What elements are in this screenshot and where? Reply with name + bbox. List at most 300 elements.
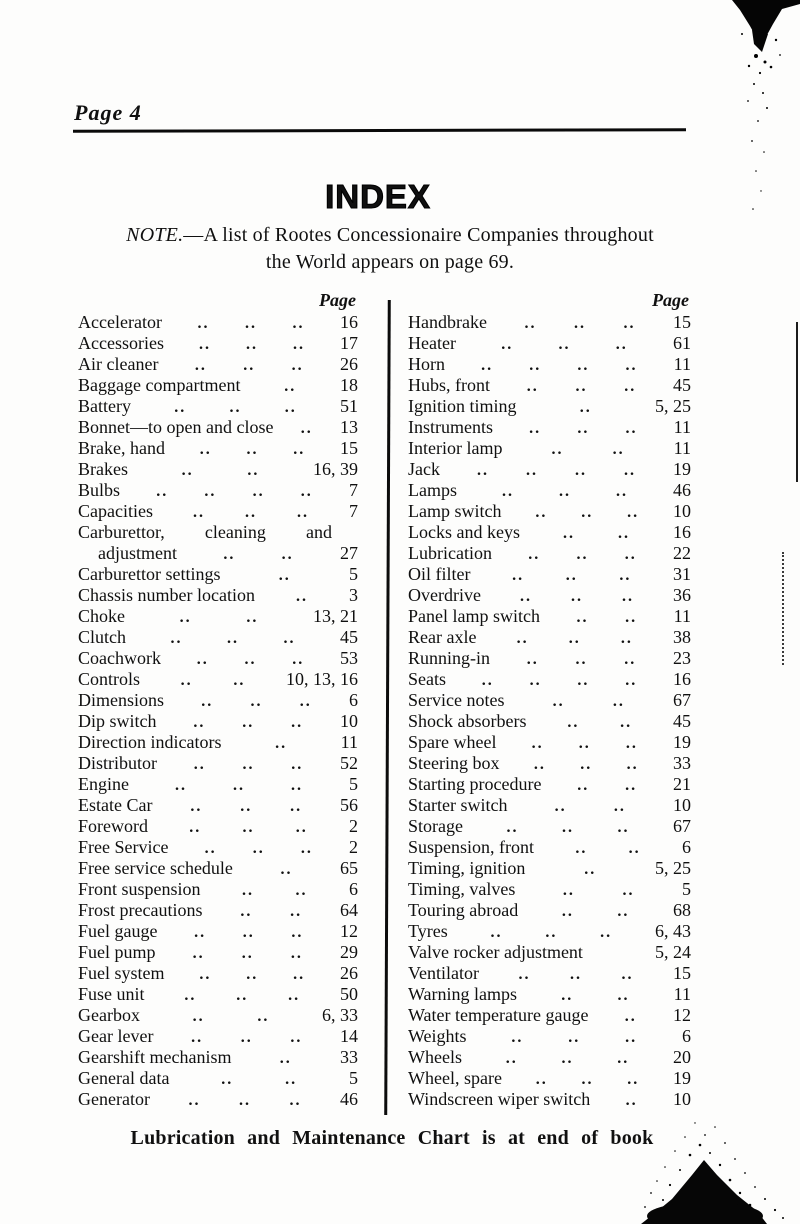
index-entry-label: Brake, hand bbox=[78, 438, 165, 458]
index-entry-page-number: 64 bbox=[340, 900, 358, 920]
index-entry-page-number: 29 bbox=[340, 942, 358, 962]
index-entry-label: Battery bbox=[78, 396, 131, 416]
dot-leader: .. .. bbox=[192, 1008, 270, 1025]
index-entry-page-number: 15 bbox=[673, 963, 691, 983]
index-entry bbox=[408, 942, 691, 963]
index-entry bbox=[78, 963, 358, 984]
dot-leader: .. .. bbox=[576, 609, 638, 626]
index-entry bbox=[78, 417, 358, 438]
index-entry-label: Starter switch bbox=[408, 795, 508, 815]
index-entry-label: Carburettor settings bbox=[78, 564, 221, 584]
index-entry-label: Distributor bbox=[78, 753, 157, 773]
dot-leader: .. .. bbox=[223, 546, 294, 563]
index-entry-page-number: 23 bbox=[673, 648, 691, 668]
index-entry-page-number: 67 bbox=[673, 816, 691, 836]
index-entry bbox=[78, 312, 358, 333]
index-entry-page-number: 11 bbox=[340, 732, 358, 752]
index-entry-page-number: 6 bbox=[349, 879, 358, 899]
index-entry-label: Bonnet—to open and close bbox=[78, 417, 274, 437]
dot-leader: .. .. .. bbox=[533, 756, 639, 773]
index-entry-label: Overdrive bbox=[408, 585, 481, 605]
dot-leader: .. .. .. bbox=[505, 1050, 630, 1067]
index-entry bbox=[78, 522, 358, 543]
index-entry bbox=[408, 564, 691, 585]
index-entry-page-number: 5 bbox=[682, 879, 691, 899]
index-entry-page-number: 11 bbox=[673, 606, 691, 626]
index-entry-page-number: 5, 25 bbox=[655, 858, 691, 878]
index-entry bbox=[78, 375, 358, 396]
index-entry-page-number: 11 bbox=[673, 984, 691, 1004]
column-divider-rule bbox=[384, 300, 390, 1115]
index-entry-label: Storage bbox=[408, 816, 463, 836]
index-entry-label: Spare wheel bbox=[408, 732, 497, 752]
index-entry-page-number: 15 bbox=[340, 438, 358, 458]
dot-leader: .. .. bbox=[242, 882, 308, 899]
index-entries-left bbox=[78, 312, 358, 1110]
index-entry-page-number: 53 bbox=[340, 648, 358, 668]
dot-leader: .. .. bbox=[179, 609, 259, 626]
index-entry bbox=[78, 648, 358, 669]
index-entry-label: Lamp switch bbox=[408, 501, 502, 521]
dot-leader: .. bbox=[295, 588, 308, 605]
dot-leader: .. .. .. bbox=[197, 315, 305, 332]
index-entry-page-number: 5, 24 bbox=[655, 942, 691, 962]
index-entry-page-number: 33 bbox=[673, 753, 691, 773]
index-entry-page-number: 2 bbox=[349, 837, 358, 857]
index-entry-label: Tyres bbox=[408, 921, 448, 941]
dot-leader: .. .. .. bbox=[526, 651, 637, 668]
index-entry bbox=[78, 900, 358, 921]
index-entry-label: Ventilator bbox=[408, 963, 479, 983]
index-entry bbox=[408, 417, 691, 438]
dot-leader: .. .. .. bbox=[535, 504, 640, 521]
index-entry-page-number: 31 bbox=[673, 564, 691, 584]
index-entry-label: Timing, ignition bbox=[408, 858, 526, 878]
index-entry-label: Gearshift mechanism bbox=[78, 1047, 232, 1067]
dot-leader: .. .. .. .. bbox=[481, 357, 638, 374]
index-entry bbox=[408, 711, 691, 732]
index-entry-label: Timing, valves bbox=[408, 879, 516, 899]
index-entry-page-number: 45 bbox=[673, 711, 691, 731]
index-entry-label: Horn bbox=[408, 354, 445, 374]
index-entry-label: Running-in bbox=[408, 648, 491, 668]
index-entry-label: Panel lamp switch bbox=[408, 606, 540, 626]
index-entry bbox=[78, 816, 358, 837]
index-entry bbox=[408, 606, 691, 627]
index-entry-page-number: 17 bbox=[340, 333, 358, 353]
index-entry bbox=[408, 354, 691, 375]
index-entry bbox=[78, 438, 358, 459]
index-entry bbox=[408, 648, 691, 669]
index-entry bbox=[78, 774, 358, 795]
dot-leader: .. .. .. bbox=[519, 588, 634, 605]
index-entry bbox=[408, 585, 691, 606]
index-entry-page-number: 65 bbox=[340, 858, 358, 878]
index-entry-page-number: 45 bbox=[673, 375, 691, 395]
index-entry-label: Foreword bbox=[78, 816, 148, 836]
index-entry-label: Bulbs bbox=[78, 480, 121, 500]
index-entry-page-number: 6 bbox=[682, 1026, 691, 1046]
index-entry-page-number: 12 bbox=[673, 1005, 691, 1025]
index-entry-page-number: 19 bbox=[673, 1068, 691, 1088]
dot-leader: .. .. bbox=[561, 903, 630, 920]
dot-leader: .. .. bbox=[551, 441, 625, 458]
index-entry bbox=[78, 984, 358, 1005]
index-entry-label: Service notes bbox=[408, 690, 505, 710]
index-column-left bbox=[78, 289, 358, 1110]
index-entry bbox=[408, 396, 691, 417]
index-entry-label: Dimensions bbox=[78, 690, 165, 710]
index-entry-page-number: 50 bbox=[340, 984, 358, 1004]
dot-leader: .. .. .. bbox=[518, 966, 634, 983]
index-entry-page-number: 5 bbox=[349, 564, 358, 584]
index-entry-page-number: 18 bbox=[340, 375, 358, 395]
index-entry-label: Carburettor, cleaning and bbox=[78, 522, 332, 542]
index-entry-page-number: 16 bbox=[673, 669, 691, 689]
index-entry-page-number: 16 bbox=[340, 312, 358, 332]
index-entry-page-number: 10 bbox=[673, 1089, 691, 1109]
index-entry bbox=[78, 732, 358, 753]
index-entry-page-number: 12 bbox=[340, 921, 358, 941]
index-entry-page-number: 20 bbox=[673, 1047, 691, 1067]
index-entry-page-number: 15 bbox=[673, 312, 691, 332]
dot-leader: .. .. .. bbox=[191, 1029, 303, 1046]
dot-leader: .. .. .. bbox=[528, 546, 637, 563]
index-entry-label: Chassis number location bbox=[78, 585, 255, 605]
dot-leader: .. bbox=[278, 567, 291, 584]
index-entry bbox=[408, 816, 691, 837]
dot-leader: .. .. bbox=[552, 693, 625, 710]
index-entry-label: Warning lamps bbox=[408, 984, 518, 1004]
dot-leader: .. .. .. bbox=[192, 504, 309, 521]
index-entry bbox=[408, 669, 691, 690]
index-entry bbox=[408, 375, 691, 396]
index-entry-page-number: 13, 21 bbox=[313, 606, 358, 626]
footer-note: Lubrication and Maintenance Chart is at end of book bbox=[130, 1127, 654, 1149]
dot-leader: .. bbox=[284, 378, 297, 395]
page-title: INDEX bbox=[325, 178, 431, 215]
index-entry bbox=[78, 690, 358, 711]
index-entry-label: Weights bbox=[408, 1026, 467, 1046]
index-entry-label: Gearbox bbox=[78, 1005, 140, 1025]
index-entry-label: General data bbox=[78, 1068, 170, 1088]
index-entry bbox=[408, 480, 691, 501]
dot-leader: .. .. .. bbox=[193, 714, 304, 731]
index-entry-page-number: 6 bbox=[682, 837, 691, 857]
dot-leader: .. .. .. bbox=[531, 735, 638, 752]
index-entry-label: Oil filter bbox=[408, 564, 471, 584]
index-entry-label: Free service schedule bbox=[78, 858, 233, 878]
index-entry bbox=[78, 669, 358, 690]
index-entry bbox=[78, 921, 358, 942]
index-entry bbox=[78, 564, 358, 585]
index-entry-label: Direction indicators bbox=[78, 732, 222, 752]
index-entry bbox=[78, 1047, 358, 1068]
index-entry bbox=[408, 1047, 691, 1068]
dot-leader: .. .. .. bbox=[192, 945, 303, 962]
index-entry bbox=[408, 795, 691, 816]
index-entry-page-number: 13 bbox=[340, 417, 358, 437]
index-entry bbox=[78, 711, 358, 732]
index-entry-page-number: 16 bbox=[673, 522, 691, 542]
index-entry bbox=[78, 480, 358, 501]
index-entry bbox=[78, 942, 358, 963]
index-entry-label: Fuse unit bbox=[78, 984, 145, 1004]
dot-leader: .. .. .. bbox=[524, 315, 636, 332]
index-entry-label: Lamps bbox=[408, 480, 457, 500]
dot-leader: .. .. bbox=[221, 1071, 298, 1088]
index-entry bbox=[78, 543, 358, 564]
page-column-header: Page bbox=[652, 290, 689, 310]
index-entry bbox=[408, 963, 691, 984]
index-column-right bbox=[408, 289, 691, 1110]
index-entry bbox=[78, 333, 358, 354]
note-paragraph bbox=[10, 222, 770, 276]
index-entry-label: Heater bbox=[408, 333, 456, 353]
index-entry-label: Ignition timing bbox=[408, 396, 517, 416]
index-entry bbox=[408, 690, 691, 711]
index-entry-page-number: 3 bbox=[349, 585, 358, 605]
index-entry-label: Fuel system bbox=[78, 963, 165, 983]
index-entry-page-number: 2 bbox=[349, 816, 358, 836]
index-entry bbox=[78, 627, 358, 648]
index-entries-right bbox=[408, 312, 691, 1110]
index-entry bbox=[408, 858, 691, 879]
index-entry-page-number: 68 bbox=[673, 900, 691, 920]
index-entry-page-number: 21 bbox=[673, 774, 691, 794]
dot-leader: .. bbox=[584, 861, 597, 878]
page-number-label: Page 4 bbox=[74, 100, 142, 125]
dot-leader: .. .. .. bbox=[199, 966, 306, 983]
index-entry bbox=[408, 312, 691, 333]
index-entry bbox=[408, 1026, 691, 1047]
dot-leader: .. .. .. .. bbox=[476, 462, 636, 479]
dot-leader: .. bbox=[280, 861, 293, 878]
index-entry-label: Frost precautions bbox=[78, 900, 203, 920]
dot-leader: .. .. bbox=[240, 903, 303, 920]
index-entry-label: Generator bbox=[78, 1089, 150, 1109]
index-entry bbox=[78, 396, 358, 417]
index-entry-label: Controls bbox=[78, 669, 141, 689]
index-entry bbox=[408, 774, 691, 795]
index-entry-label: adjustment bbox=[98, 543, 177, 563]
dot-leader: .. .. .. bbox=[190, 798, 303, 815]
dot-leader: .. .. bbox=[180, 672, 246, 689]
index-entry-page-number: 33 bbox=[340, 1047, 358, 1067]
index-entry bbox=[78, 606, 358, 627]
index-entry-page-number: 5, 25 bbox=[655, 396, 691, 416]
dot-leader: .. .. .. bbox=[199, 441, 306, 458]
index-entry-page-number: 22 bbox=[673, 543, 691, 563]
dot-leader: .. .. .. bbox=[529, 420, 638, 437]
index-entry-label: Seats bbox=[408, 669, 446, 689]
index-entry bbox=[408, 837, 691, 858]
index-entry-page-number: 10 bbox=[673, 795, 691, 815]
index-entry-page-number: 14 bbox=[340, 1026, 358, 1046]
dot-leader: .. bbox=[625, 1092, 638, 1109]
index-entry bbox=[78, 1068, 358, 1089]
index-entry-page-number: 27 bbox=[340, 543, 358, 563]
dot-leader: .. .. .. bbox=[502, 483, 628, 500]
dot-leader: .. .. bbox=[567, 714, 633, 731]
dot-leader: .. bbox=[300, 420, 313, 437]
index-entry bbox=[78, 459, 358, 480]
index-entry-page-number: 10 bbox=[673, 501, 691, 521]
index-entry bbox=[408, 501, 691, 522]
index-entry-label: Wheels bbox=[408, 1047, 462, 1067]
index-entry-page-number: 11 bbox=[673, 354, 691, 374]
index-entry-label: Estate Car bbox=[78, 795, 153, 815]
index-entry-page-number: 19 bbox=[673, 459, 691, 479]
index-entry-page-number: 61 bbox=[673, 333, 691, 353]
index-entry bbox=[408, 753, 691, 774]
index-entry-page-number: 46 bbox=[340, 1089, 358, 1109]
index-entry-label: Fuel gauge bbox=[78, 921, 158, 941]
index-entry-label: Air cleaner bbox=[78, 354, 159, 374]
index-entry-label: Gear lever bbox=[78, 1026, 154, 1046]
index-entry-page-number: 26 bbox=[340, 963, 358, 983]
index-entry-label: Water temperature gauge bbox=[408, 1005, 589, 1025]
header-rule bbox=[73, 128, 686, 133]
dot-leader: .. .. bbox=[577, 777, 638, 794]
index-entry-label: Capacities bbox=[78, 501, 153, 521]
dot-leader: .. .. bbox=[561, 987, 630, 1004]
index-entry-label: Fuel pump bbox=[78, 942, 156, 962]
index-entry-label: Shock absorbers bbox=[408, 711, 527, 731]
index-entry-page-number: 10 bbox=[340, 711, 358, 731]
index-entry-label: Steering box bbox=[408, 753, 500, 773]
index-entry bbox=[408, 921, 691, 942]
index-entry-label: Starting procedure bbox=[408, 774, 542, 794]
index-entry-label: Accessories bbox=[78, 333, 164, 353]
index-entry-label: Clutch bbox=[78, 627, 126, 647]
index-entry bbox=[78, 753, 358, 774]
index-entry bbox=[78, 501, 358, 522]
index-entry bbox=[78, 585, 358, 606]
dot-leader: .. .. .. bbox=[198, 336, 305, 353]
index-entry bbox=[408, 459, 691, 480]
index-entry bbox=[408, 984, 691, 1005]
index-entry bbox=[78, 795, 358, 816]
index-entry bbox=[78, 837, 358, 858]
dot-leader: .. .. bbox=[562, 525, 630, 542]
index-entry-label: Touring abroad bbox=[408, 900, 519, 920]
dot-leader: .. bbox=[624, 1008, 637, 1025]
index-entry-label: Jack bbox=[408, 459, 440, 479]
scan-scratch-mark bbox=[782, 552, 784, 665]
index-entry-label: Interior lamp bbox=[408, 438, 503, 458]
index-entry-label: Lubrication bbox=[408, 543, 492, 563]
index-entry-page-number: 19 bbox=[673, 732, 691, 752]
index-entry bbox=[408, 879, 691, 900]
index-entry bbox=[408, 732, 691, 753]
index-entry-page-number: 36 bbox=[673, 585, 691, 605]
index-entry-label: Free Service bbox=[78, 837, 169, 857]
index-entry-label: Front suspension bbox=[78, 879, 201, 899]
index-entry-label: Rear axle bbox=[408, 627, 477, 647]
index-entry-label: Handbrake bbox=[408, 312, 487, 332]
index-entry-label: Dip switch bbox=[78, 711, 157, 731]
index-entry-page-number: 51 bbox=[340, 396, 358, 416]
dot-leader: .. .. bbox=[554, 798, 626, 815]
index-entry-page-number: 46 bbox=[673, 480, 691, 500]
dot-leader: .. .. .. bbox=[175, 777, 303, 794]
dot-leader: .. .. .. bbox=[512, 567, 632, 584]
note-line-1 bbox=[10, 222, 770, 249]
index-entry-page-number: 5 bbox=[349, 1068, 358, 1088]
index-entry-label: Valve rocker adjustment bbox=[408, 942, 583, 962]
dot-leader: .. .. .. bbox=[516, 630, 633, 647]
index-entry-page-number: 38 bbox=[673, 627, 691, 647]
index-entry-page-number: 7 bbox=[349, 480, 358, 500]
index-entry bbox=[408, 1068, 691, 1089]
index-entry-label: Baggage compartment bbox=[78, 375, 241, 395]
dot-leader: .. bbox=[279, 1050, 292, 1067]
scan-artifact-bottom-right bbox=[615, 1114, 795, 1224]
index-entry bbox=[408, 1005, 691, 1026]
index-entry bbox=[408, 1089, 691, 1110]
index-entry-label: Choke bbox=[78, 606, 125, 626]
index-entry-label: Engine bbox=[78, 774, 129, 794]
dot-leader: .. .. .. bbox=[511, 1029, 638, 1046]
index-entry bbox=[78, 354, 358, 375]
dot-leader: .. .. .. bbox=[184, 987, 301, 1004]
dot-leader: .. .. .. bbox=[196, 651, 305, 668]
index-entry-page-number: 7 bbox=[349, 501, 358, 521]
dot-leader: .. .. bbox=[562, 882, 635, 899]
index-entry bbox=[408, 438, 691, 459]
index-entry-label: Locks and keys bbox=[408, 522, 520, 542]
index-entry-page-number: 6 bbox=[349, 690, 358, 710]
dot-leader: .. .. .. .. bbox=[481, 672, 638, 689]
index-entry bbox=[408, 900, 691, 921]
dot-leader: .. .. bbox=[575, 840, 641, 857]
index-entry bbox=[78, 1026, 358, 1047]
index-entry-label: Coachwork bbox=[78, 648, 161, 668]
index-entry-page-number: 52 bbox=[340, 753, 358, 773]
note-prefix: NOTE. bbox=[126, 224, 184, 246]
index-entry-page-number: 11 bbox=[673, 417, 691, 437]
index-entry-page-number: 26 bbox=[340, 354, 358, 374]
index-entry-page-number: 16, 39 bbox=[313, 459, 358, 479]
index-entry-page-number: 67 bbox=[673, 690, 691, 710]
dot-leader: .. .. .. .. bbox=[156, 483, 313, 500]
index-entry-label: Accelerator bbox=[78, 312, 162, 332]
index-entry-label: Instruments bbox=[408, 417, 493, 437]
scan-artifact-top-right bbox=[690, 0, 800, 220]
index-entry-label: Brakes bbox=[78, 459, 128, 479]
dot-leader: .. .. .. bbox=[535, 1071, 640, 1088]
dot-leader: .. .. bbox=[181, 462, 260, 479]
dot-leader: .. bbox=[275, 735, 288, 752]
index-entry-label: Hubs, front bbox=[408, 375, 490, 395]
scan-edge-line bbox=[796, 322, 798, 482]
index-entry bbox=[78, 858, 358, 879]
dot-leader: .. .. .. bbox=[174, 399, 297, 416]
index-entry-page-number: 10, 13, 16 bbox=[286, 669, 358, 689]
dot-leader: .. .. .. bbox=[188, 1092, 302, 1109]
dot-leader: .. bbox=[579, 399, 592, 416]
index-entry-label: Wheel, spare bbox=[408, 1068, 502, 1088]
index-entry-label: Windscreen wiper switch bbox=[408, 1089, 591, 1109]
index-entry-page-number: 56 bbox=[340, 795, 358, 815]
index-entry bbox=[78, 1089, 358, 1110]
dot-leader: .. .. .. bbox=[194, 924, 304, 941]
dot-leader: .. .. .. bbox=[193, 756, 304, 773]
page-column-header: Page bbox=[319, 290, 356, 310]
index-entry bbox=[408, 627, 691, 648]
index-entry-page-number: 45 bbox=[340, 627, 358, 647]
